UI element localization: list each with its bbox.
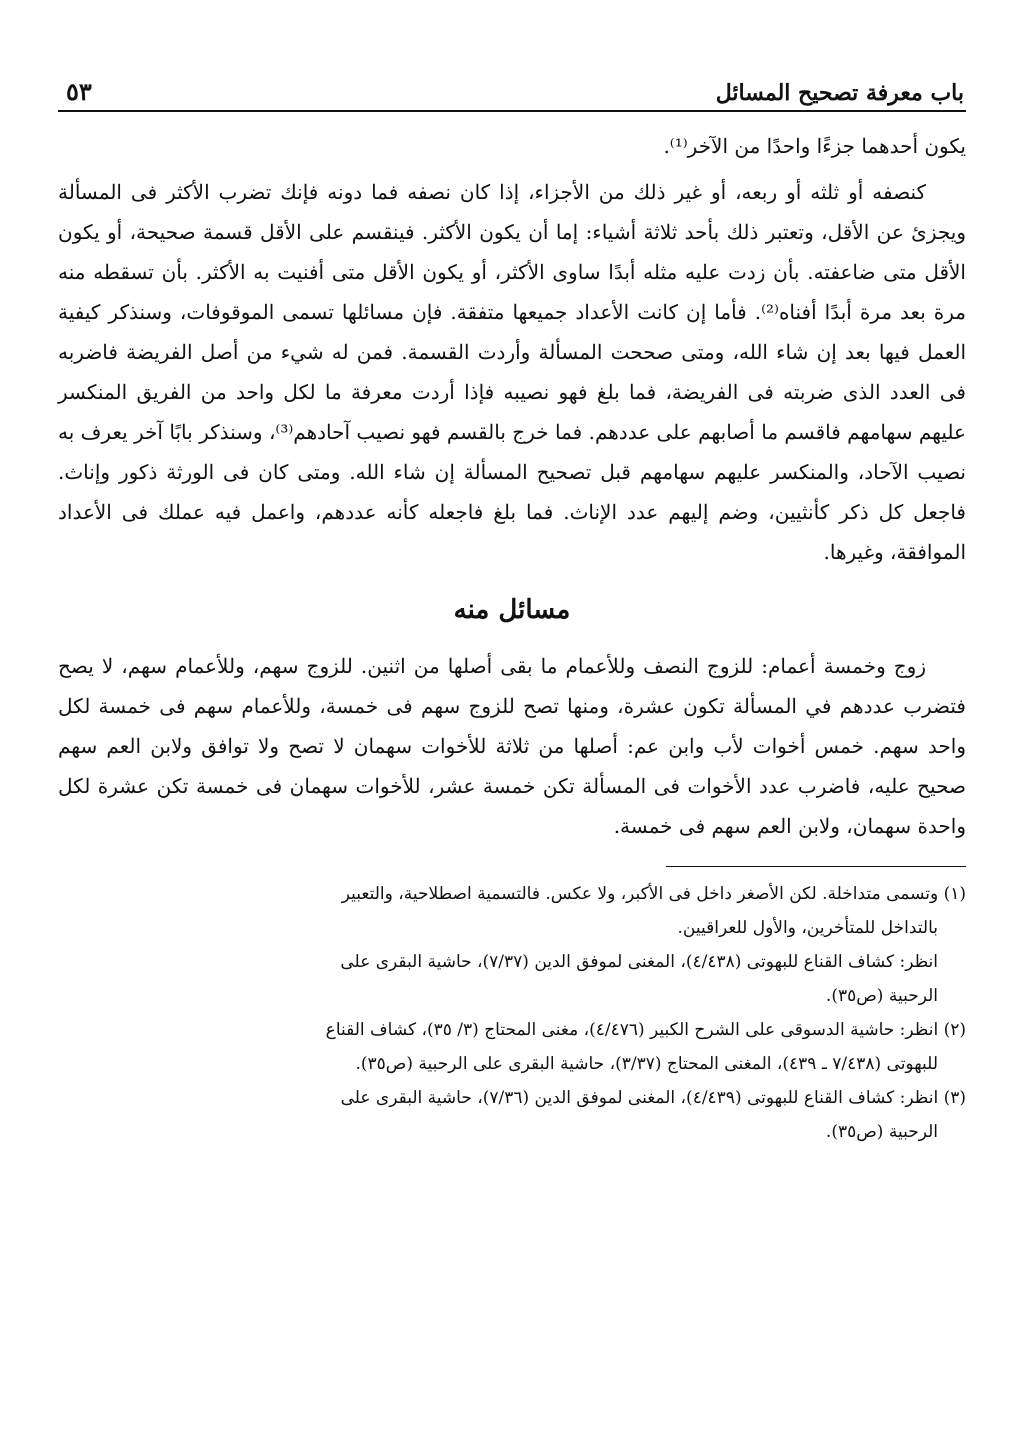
footnote-separator [666,866,966,867]
footnotes [58,877,966,1149]
footnote-1-line-3: انظر: كشاف القناع للبهوتى (٤/٤٣٨)، المغنى لموفق الدين (٧/٣٧)، حاشية البقرى على [340,952,938,972]
page-number: ٥٣ [66,77,92,106]
book-page [58,70,966,1410]
footnote-1-line-1: (١) وتسمى متداخلة. لكن الأصغر داخل فى الأكبر، ولا عكس. فالتسمية اصطلاحية، والتعبير [341,884,966,904]
main-text [58,126,966,846]
footnote-2-line-2: للبهوتى (٧/٤٣٨ ـ ٤٣٩)، المغنى المحتاج (٣/٣٧)، حاشية البقرى على الرحبية (ص٣٥). [355,1054,938,1074]
running-title: باب معرفة تصحيح المسائل [715,80,964,106]
footnote-1-line-2: بالتداخل للمتأخرين، والأول للعراقيين. [677,918,938,938]
paragraph-2: كنصفه أو ثلثه أو ربعه، أو غير ذلك من الأجزاء، إذا كان نصفه فما دونه فإنك تضرب الأكثر فى المسألة ويجزئ عن الأقل، وتعتبر ذلك بأحد ثلاثة أشياء: إما أن يكون الأكثر. فينقسم على الأقل قسمة صحيحة، أو يكون الأقل متى ضاعفته. بأن زدت عليه مثله أبدًا ساوى الأكثر، أو يكون الأقل متى أفنيت به الأكثر. بأن تسقطه منه مرة بعد مرة أبدًا أفناه⁽²⁾. فأما إن كانت الأعداد جميعها متفقة. فإن مسائلها تسمى الموقوفات، وسنذكر كيفية العمل فيها بعد إن شاء الله، ومتى صححت المسألة وأردت القسمة. فمن له شيء من أصل الفريضة فاضربه فى العدد الذى ضربته فى الفريضة، فما بلغ فهو نصيبه فإذا أردت معرفة ما لكل واحد من الفريق المنكسر عليهم سهامهم فاقسم ما أصابهم على عددهم. فما خرج بالقسم فهو نصيب آحادهم⁽³⁾، وسنذكر بابًا آخر يعرف به نصيب الآحاد، والمنكسر عليهم سهامهم قبل تصحيح المسألة إن شاء الله. ومتى كان فى الورثة ذكور وإناث. فاجعل كل ذكر كأنثيين، وضم إليهم عدد الإناث. فما بلغ فاجعله كأنه عددهم، واعمل فيه عملك فى الأعداد الموافقة، وغيرها. [58,180,966,564]
footnote-2-line-1: (٢) انظر: حاشية الدسوقى على الشرح الكبير (٤/٤٧٦)، مغنى المحتاج (٣/ ٣٥)، كشاف القناع [325,1020,966,1040]
footnote-1-line-4: الرحبية (ص٣٥). [825,986,938,1006]
section-heading: مسائل منه [453,595,571,625]
page-header [58,70,966,112]
footnote-3-line-2: الرحبية (ص٣٥). [825,1122,938,1142]
paragraph-3: زوج وخمسة أعمام: للزوج النصف وللأعمام ما بقى أصلها من اثنين. للزوج سهم، وللأعمام سهم، لا يصح فتضرب عددهم في المسألة تكون عشرة، ومنها تصح للزوج سهم فى خمسة، وللأعمام سهم فى خمسة لكل واحد سهم. خمس أخوات لأب وابن عم: أصلها من ثلاثة للأخوات سهمان لا تصح ولا توافق ولابن العم سهم صحيح عليه، فاضرب عدد الأخوات فى المسألة تكن خمسة عشر، للأخوات سهمان فى خمسة تكن عشرة لكل واحدة سهمان، ولابن العم سهم فى خمسة. [58,654,966,838]
footnote-3-line-1: (٣) انظر: كشاف القناع للبهوتى (٤/٤٣٩)، المغنى لموفق الدين (٧/٣٦)، حاشية البقرى على [340,1088,966,1108]
paragraph-1: يكون أحدهما جزءًا واحدًا من الآخر⁽¹⁾. [663,134,966,158]
